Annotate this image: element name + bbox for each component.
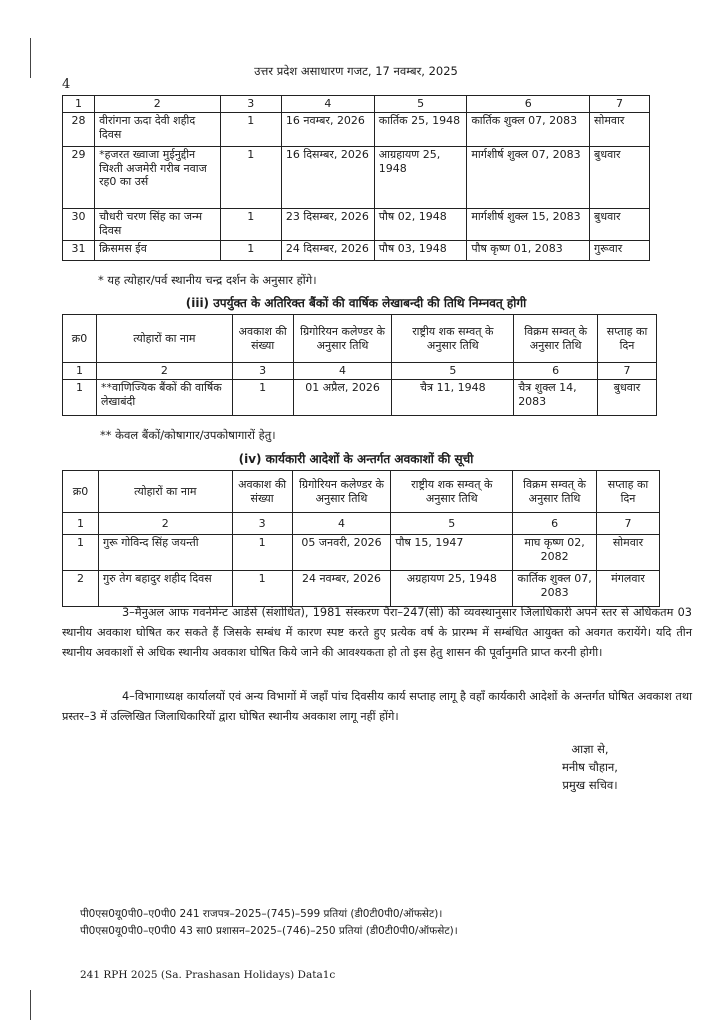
- gregorian-cell: 24 नवम्बर, 2026: [292, 571, 391, 607]
- footnote-lunar: * यह त्योहार/पर्व स्थानीय चन्द्र दर्शन के अनुसार होंगे।: [98, 273, 317, 287]
- day-cell: मंगलवार: [597, 571, 660, 607]
- name-cell: *हजरत ख्वाजा मुईनुद्दीन चिश्ती अजमेरी गरीब नवाज रह0 का उर्स: [95, 146, 220, 208]
- footnote-banks: ** केवल बैंकों/कोषागार/उपकोषागारों हेतु।: [100, 428, 276, 442]
- table-row: [63, 571, 660, 607]
- shaka-cell: कार्तिक 25, 1948: [374, 112, 467, 146]
- serial-cell: 2: [63, 571, 99, 607]
- table-row: [63, 240, 650, 260]
- gregorian-cell: 16 नवम्बर, 2026: [281, 112, 374, 146]
- col-num: 2: [96, 363, 232, 380]
- vikram-cell: चैत्र शुक्ल 14, 2083: [514, 379, 598, 415]
- holiday-table-continued: [62, 95, 650, 261]
- name-cell: **वाणिज्यिक बैंकों की वार्षिक लेखाबंदी: [96, 379, 232, 415]
- print-line: पी0एस0यू0पी0–ए0पी0 241 राजपत्र–2025–(745)–599 प्रतियां (डी0टी0पी0/ऑफसेट)।: [80, 908, 443, 920]
- serial-cell: 28: [63, 112, 95, 146]
- gregorian-cell: 05 जनवरी, 2026: [292, 535, 391, 571]
- col-num: 4: [292, 513, 391, 535]
- serial-cell: 29: [63, 146, 95, 208]
- col-num: 6: [514, 363, 598, 380]
- paragraph-3: 3–मैनुअल आफ गवर्नमेन्ट आर्डर्स (संशोधित), 1981 संस्करण पैरा–247(सी) की व्यवस्थानुसार जिलाधिकारी अपने स्तर से अधिकतम 03 स्थानीय अवकाश घोषित कर सकते हैं जिसके सम्बंध में कारण स्पष्ट करते हुए प्रत्येक वर्ष के प्रारम्भ में सम्बंधित आयुक्त को अवगत करायेंगे। यदि तीन स्थानीय अवकाशों से अधिक स्थानीय अवकाश घोषित किये जाने की आवश्यकता हो तो इस हेतु शासन की पूर्वानुमति प्राप्त करनी होगी।: [62, 606, 692, 659]
- header-day: सप्ताह का दिन: [597, 471, 660, 513]
- col-num: 7: [597, 513, 660, 535]
- column-number-row: [63, 96, 650, 113]
- signature-name: मनीष चौहान,: [562, 760, 618, 774]
- vikram-cell: कार्तिक शुक्ल 07, 2083: [513, 571, 597, 607]
- vikram-cell: मार्गशीर्ष शुक्ल 15, 2083: [467, 208, 590, 240]
- paragraph-4: 4–विभागाध्यक्ष कार्यालयों एवं अन्य विभागों में जहाँ पांच दिवसीय कार्य सप्ताह लागू है वहाँ कार्यकारी आदेशों के अन्तर्गत घोषित अवकाश तथा प्रस्तर–3 में उल्लिखित जिलाधिकारियों द्वारा घोषित स्थानीय अवकाश लागू नहीं होंगे।: [62, 690, 692, 723]
- vikram-cell: माघ कृष्ण 02, 2082: [513, 535, 597, 571]
- col-num: 3: [220, 96, 281, 113]
- header-gregorian: ग्रिगोरियन कलेण्डर के अनुसार तिथि: [292, 471, 391, 513]
- day-cell: सोमवार: [590, 112, 650, 146]
- table-row: [63, 146, 650, 208]
- table-row: [63, 379, 657, 415]
- col-num: 5: [392, 363, 514, 380]
- count-cell: 1: [220, 146, 281, 208]
- serial-cell: 31: [63, 240, 95, 260]
- name-cell: गुरू गोविन्द सिंह जयन्ती: [98, 535, 232, 571]
- header-shaka: राष्ट्रीय शक सम्वत् के अनुसार तिथि: [392, 315, 514, 363]
- count-cell: 1: [232, 535, 292, 571]
- vikram-cell: कार्तिक शुक्ल 07, 2083: [467, 112, 590, 146]
- header-name: त्योहारों का नाम: [98, 471, 232, 513]
- day-cell: बुधवार: [590, 146, 650, 208]
- signature-designation: प्रमुख सचिव।: [562, 778, 618, 792]
- day-cell: सोमवार: [597, 535, 660, 571]
- count-cell: 1: [220, 208, 281, 240]
- shaka-cell: चैत्र 11, 1948: [392, 379, 514, 415]
- gazette-header: उत्तर प्रदेश असाधारण गजट, 17 नवम्बर, 2025: [254, 64, 458, 78]
- count-cell: 1: [232, 379, 293, 415]
- shaka-cell: पौष 15, 1947: [391, 535, 513, 571]
- signature-line-order: आज्ञा से,: [571, 742, 609, 756]
- day-cell: बुधवार: [590, 208, 650, 240]
- col-num: 2: [98, 513, 232, 535]
- section-heading-bank-closing: (iii) उपर्युक्त के अतिरिक्त बैंकों की वार्षिक लेखाबन्दी की तिथि निम्नवत् होगी: [185, 296, 527, 310]
- print-line: पी0एस0यू0पी0–ए0पी0 43 सा0 प्रशासन–2025–(746)–250 प्रतियां (डी0टी0पी0/ऑफसेट)।: [80, 925, 458, 937]
- col-num: 2: [95, 96, 220, 113]
- count-cell: 1: [220, 112, 281, 146]
- header-row: [63, 315, 657, 363]
- col-num: 5: [374, 96, 467, 113]
- name-cell: चौधरी चरण सिंह का जन्म दिवस: [95, 208, 220, 240]
- section-heading-executive-holidays: (iv) कार्यकारी आदेशों के अन्तर्गत अवकाशों की सूची: [238, 452, 474, 466]
- header-day: सप्ताह का दिन: [598, 315, 657, 363]
- col-num: 1: [63, 363, 97, 380]
- day-cell: गुरूवार: [590, 240, 650, 260]
- col-num: 4: [281, 96, 374, 113]
- serial-cell: 1: [63, 379, 97, 415]
- table-row: [63, 112, 650, 146]
- bank-closing-table: [62, 314, 657, 416]
- header-row: [63, 471, 660, 513]
- table-row: [63, 535, 660, 571]
- count-cell: 1: [220, 240, 281, 260]
- header-shaka: राष्ट्रीय शक सम्वत् के अनुसार तिथि: [391, 471, 513, 513]
- file-reference: 241 RPH 2025 (Sa. Prashasan Holidays) Data1c: [80, 969, 336, 981]
- col-num: 7: [598, 363, 657, 380]
- serial-cell: 30: [63, 208, 95, 240]
- day-cell: बुधवार: [598, 379, 657, 415]
- executive-holiday-table: [62, 470, 660, 607]
- print-info: [80, 906, 458, 940]
- column-number-row: [63, 513, 660, 535]
- header-vikram: विक्रम सम्वत् के अनुसार तिथि: [514, 315, 598, 363]
- header-serial: क्र0: [63, 471, 99, 513]
- serial-cell: 1: [63, 535, 99, 571]
- shaka-cell: अग्रहायण 25, 1948: [391, 571, 513, 607]
- table-row: [63, 208, 650, 240]
- gregorian-cell: 01 अप्रैल, 2026: [293, 379, 392, 415]
- header-vikram: विक्रम सम्वत् के अनुसार तिथि: [513, 471, 597, 513]
- col-num: 1: [63, 513, 99, 535]
- shaka-cell: पौष 02, 1948: [374, 208, 467, 240]
- signature-block: [520, 740, 660, 794]
- gregorian-cell: 16 दिसम्बर, 2026: [281, 146, 374, 208]
- header-serial: क्र0: [63, 315, 97, 363]
- col-num: 1: [63, 96, 95, 113]
- name-cell: वीरांगना ऊदा देवी शहीद दिवस: [95, 112, 220, 146]
- col-num: 6: [513, 513, 597, 535]
- shaka-cell: आग्रहायण 25, 1948: [374, 146, 467, 208]
- col-num: 5: [391, 513, 513, 535]
- gregorian-cell: 24 दिसम्बर, 2026: [281, 240, 374, 260]
- header-count: अवकाश की संख्या: [232, 471, 292, 513]
- margin-line: [30, 990, 31, 1020]
- col-num: 6: [467, 96, 590, 113]
- column-number-row: [63, 363, 657, 380]
- name-cell: गुरु तेग बहादुर शहीद दिवस: [98, 571, 232, 607]
- col-num: 3: [232, 363, 293, 380]
- col-num: 3: [232, 513, 292, 535]
- page-number: 4: [62, 77, 71, 92]
- vikram-cell: मार्गशीर्ष शुक्ल 07, 2083: [467, 146, 590, 208]
- header-gregorian: ग्रिगोरियन कलेण्डर के अनुसार तिथि: [293, 315, 392, 363]
- header-count: अवकाश की संख्या: [232, 315, 293, 363]
- col-num: 7: [590, 96, 650, 113]
- count-cell: 1: [232, 571, 292, 607]
- shaka-cell: पौष 03, 1948: [374, 240, 467, 260]
- col-num: 4: [293, 363, 392, 380]
- gregorian-cell: 23 दिसम्बर, 2026: [281, 208, 374, 240]
- vikram-cell: पौष कृष्ण 01, 2083: [467, 240, 590, 260]
- header-name: त्योहारों का नाम: [96, 315, 232, 363]
- name-cell: क्रिसमस ईव: [95, 240, 220, 260]
